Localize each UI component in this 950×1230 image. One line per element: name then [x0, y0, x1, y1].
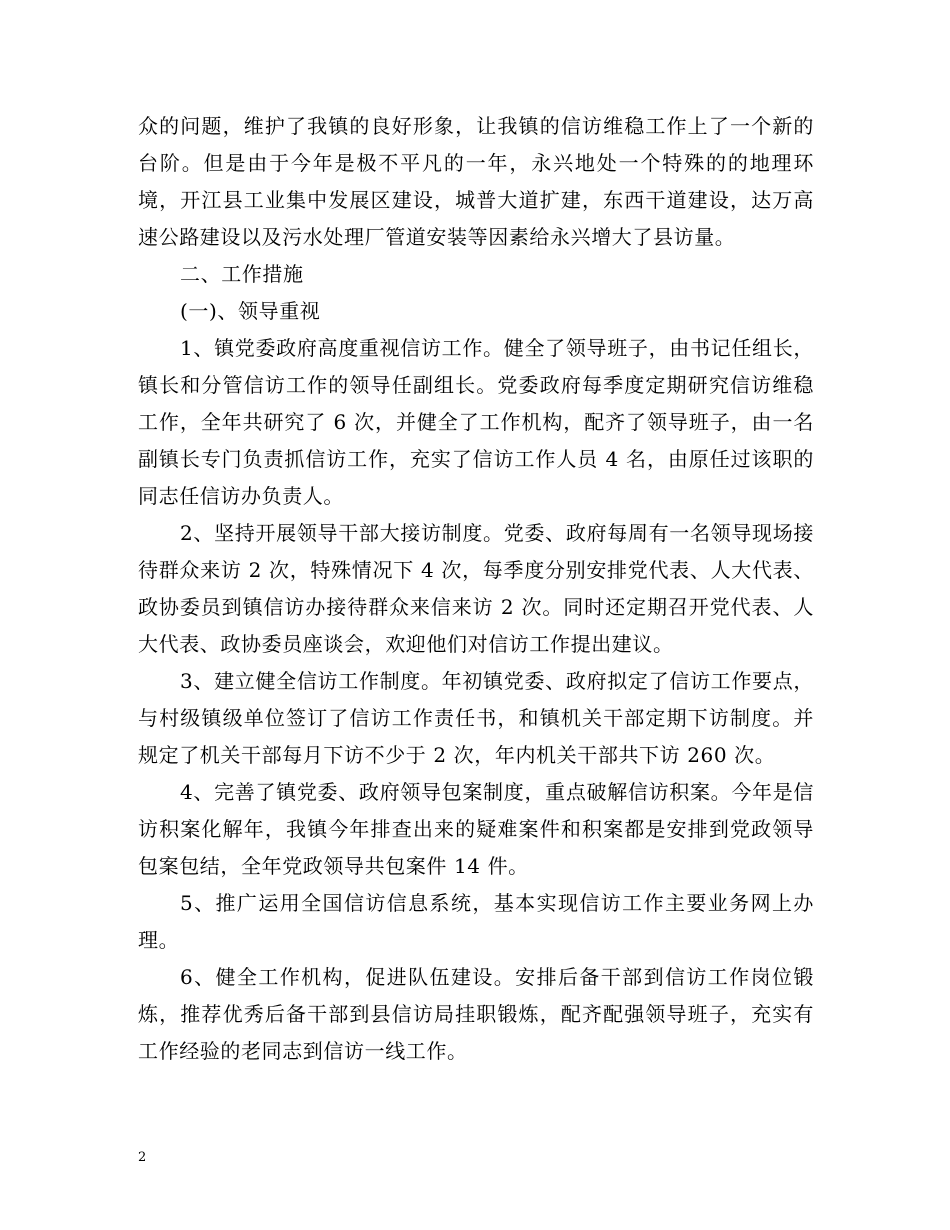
paragraph-item-4: 4、完善了镇党委、政府领导包案制度，重点破解信访积案。今年是信访积案化解年，我镇今年排查出来的疑难案件和积案都是安排到党政领导包案包结，全年党政领导共包案件 14 件。	[138, 780, 814, 878]
paragraph-item-5: 5、推广运用全国信访信息系统，基本实现信访工作主要业务网上办理。	[138, 891, 814, 952]
paragraph-item-6: 6、健全工作机构，促进队伍建设。安排后备干部到信访工作岗位锻炼，推荐优秀后备干部到县信访局挂职锻炼，配齐配强领导班子，充实有工作经验的老同志到信访一线工作。	[138, 965, 814, 1063]
paragraph-item-3: 3、建立健全信访工作制度。年初镇党委、政府拟定了信访工作要点，与村级镇级单位签订了信访工作责任书，和镇机关干部定期下访制度。并规定了机关干部每月下访不少于 2 次，年内机关干部共下访 260 次。	[138, 669, 814, 767]
paragraph-item-2: 2、坚持开展领导干部大接访制度。党委、政府每周有一名领导现场接待群众来访 2 次，特殊情况下 4 次，每季度分别安排党代表、人大代表、政协委员到镇信访办接待群众来信来访 2 次。同时还定期召开党代表、人大代表、政协委员座谈会，欢迎他们对信访工作提出建议。	[138, 521, 814, 656]
section-heading-work-measures: 二、工作措施	[180, 262, 304, 286]
paragraph-continuation: 众的问题，维护了我镇的良好形象，让我镇的信访维稳工作上了一个新的台阶。但是由于今年是极不平凡的一年，永兴地处一个特殊的的地理环境，开江县工业集中发展区建设，城普大道扩建，东西干道建设，达万高速公路建设以及污水处理厂管道安装等因素给永兴增大了县访量。	[138, 114, 814, 249]
page-number: 2	[138, 1150, 147, 1165]
subsection-heading-leadership: (一)、领导重视	[180, 299, 321, 323]
paragraph-item-1: 1、镇党委政府高度重视信访工作。健全了领导班子，由书记任组长，镇长和分管信访工作的领导任副组长。党委政府每季度定期研究信访维稳工作，全年共研究了 6 次，并健全了工作机构，配齐了领导班子，由一名副镇长专门负责抓信访工作，充实了信访工作人员 4 名，由原任过该职的同志任信访办负责人。	[138, 336, 814, 508]
document-body	[138, 108, 814, 1070]
